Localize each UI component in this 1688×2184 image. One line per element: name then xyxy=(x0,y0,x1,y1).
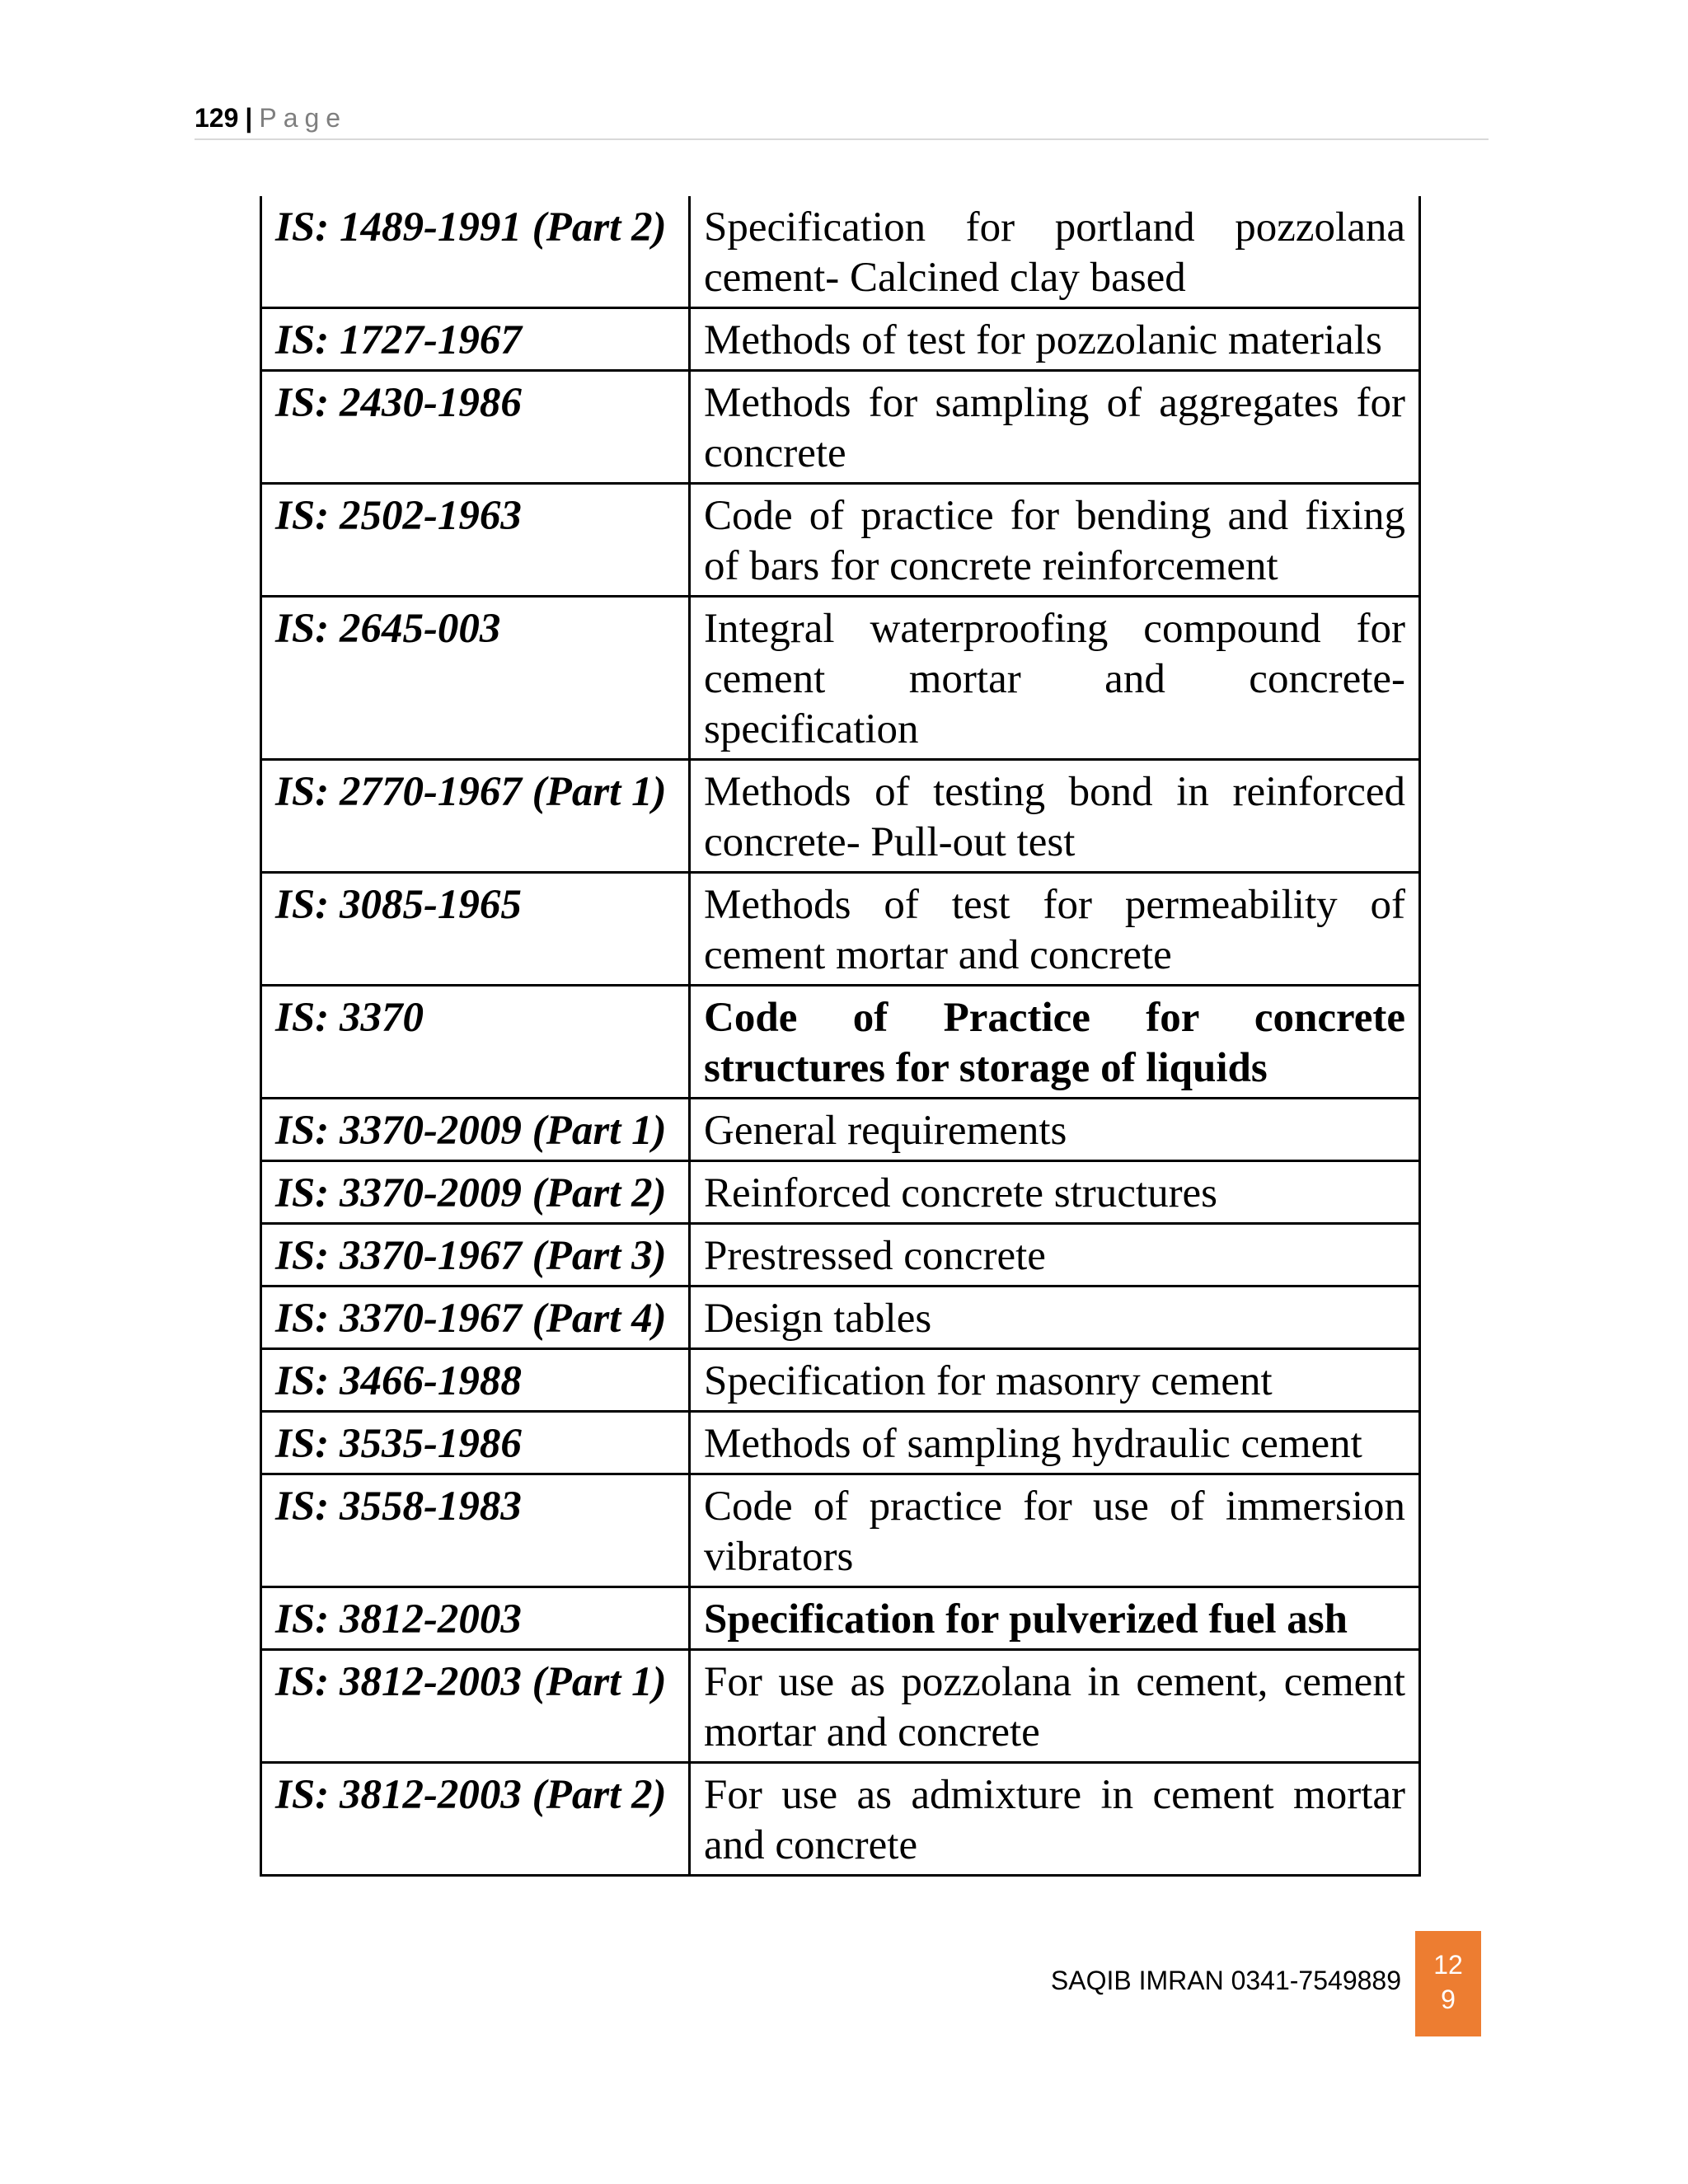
standard-description-cell: Methods of test for pozzolanic materials xyxy=(690,308,1420,371)
table-row xyxy=(261,484,1420,597)
standard-code-cell: IS: 2430-1986 xyxy=(261,371,690,484)
standard-code-cell: IS: 3812-2003 (Part 2) xyxy=(261,1763,690,1876)
header-page-label: Page xyxy=(259,103,348,133)
table-row xyxy=(261,1763,1420,1876)
standard-description-cell: Code of practice for use of immersion vibrators xyxy=(690,1474,1420,1587)
table-row xyxy=(261,196,1420,308)
table-row xyxy=(261,986,1420,1099)
table-row xyxy=(261,760,1420,873)
standard-code-cell: IS: 3370-2009 (Part 2) xyxy=(261,1161,690,1224)
table-row xyxy=(261,1349,1420,1412)
header-separator: | xyxy=(245,103,253,133)
standard-code-cell: IS: 2502-1963 xyxy=(261,484,690,597)
table-row xyxy=(261,308,1420,371)
table-row xyxy=(261,1224,1420,1286)
standard-code-cell: IS: 3370 xyxy=(261,986,690,1099)
standard-code-cell: IS: 3558-1983 xyxy=(261,1474,690,1587)
standard-description-cell: Methods for sampling of aggregates for concrete xyxy=(690,371,1420,484)
standard-description-cell: Integral waterproofing compound for cement mortar and concrete- specification xyxy=(690,597,1420,760)
table-row xyxy=(261,1412,1420,1474)
standard-code-cell: IS: 3466-1988 xyxy=(261,1349,690,1412)
standard-description-cell: Specification for pulverized fuel ash xyxy=(690,1587,1420,1650)
footer-page-number-box xyxy=(1415,1931,1481,2036)
standard-description-cell: For use as pozzolana in cement, cement mortar and concrete xyxy=(690,1650,1420,1763)
table-row xyxy=(261,597,1420,760)
standard-description-cell: For use as admixture in cement mortar and concrete xyxy=(690,1763,1420,1876)
footer-page-number-line1: 12 xyxy=(1433,1950,1463,1980)
standard-description-cell: Reinforced concrete structures xyxy=(690,1161,1420,1224)
standard-description-cell: Prestressed concrete xyxy=(690,1224,1420,1286)
standard-description-cell: Specification for portland pozzolana cement- Calcined clay based xyxy=(690,196,1420,308)
table-row xyxy=(261,1587,1420,1650)
standard-code-cell: IS: 3370-2009 (Part 1) xyxy=(261,1099,690,1161)
standard-description-cell: Code of Practice for concrete structures for storage of liquids xyxy=(690,986,1420,1099)
standard-code-cell: IS: 3535-1986 xyxy=(261,1412,690,1474)
standard-code-cell: IS: 1727-1967 xyxy=(261,308,690,371)
standard-description-cell: Design tables xyxy=(690,1286,1420,1349)
table-row xyxy=(261,1650,1420,1763)
table-row xyxy=(261,1161,1420,1224)
page-header xyxy=(195,97,1489,140)
standard-description-cell: Specification for masonry cement xyxy=(690,1349,1420,1412)
footer-page-number-line2: 9 xyxy=(1441,1985,1456,2014)
header-page-number: 129 xyxy=(195,103,239,133)
standard-code-cell: IS: 1489-1991 (Part 2) xyxy=(261,196,690,308)
standard-code-cell: IS: 3370-1967 (Part 3) xyxy=(261,1224,690,1286)
standard-code-cell: IS: 2645-003 xyxy=(261,597,690,760)
standard-description-cell: General requirements xyxy=(690,1099,1420,1161)
standard-code-cell: IS: 3812-2003 xyxy=(261,1587,690,1650)
table-row xyxy=(261,873,1420,986)
standard-description-cell: Methods of test for permeability of cement mortar and concrete xyxy=(690,873,1420,986)
standard-code-cell: IS: 3370-1967 (Part 4) xyxy=(261,1286,690,1349)
standard-description-cell: Code of practice for bending and fixing of bars for concrete reinforcement xyxy=(690,484,1420,597)
footer-author: SAQIB IMRAN 0341-7549889 xyxy=(1050,1966,1401,1995)
table-row xyxy=(261,1474,1420,1587)
standard-code-cell: IS: 3085-1965 xyxy=(261,873,690,986)
standard-description-cell: Methods of sampling hydraulic cement xyxy=(690,1412,1420,1474)
table-row xyxy=(261,1099,1420,1161)
standards-table xyxy=(260,196,1421,1877)
table-row xyxy=(261,1286,1420,1349)
table-row xyxy=(261,371,1420,484)
standards-table-body xyxy=(261,196,1420,1876)
standard-code-cell: IS: 2770-1967 (Part 1) xyxy=(261,760,690,873)
standard-code-cell: IS: 3812-2003 (Part 1) xyxy=(261,1650,690,1763)
standard-description-cell: Methods of testing bond in reinforced concrete- Pull-out test xyxy=(690,760,1420,873)
